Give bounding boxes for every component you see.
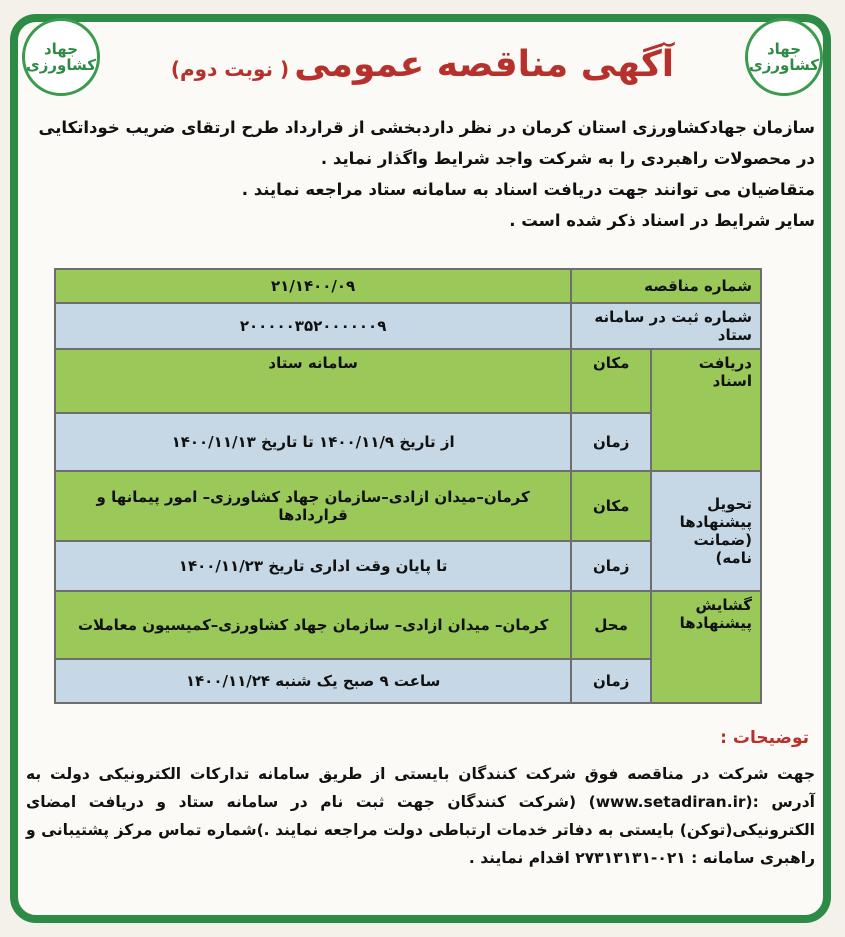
jahad-logo-right — [745, 18, 823, 96]
opening-place-value: کرمان– میدان ازادی– سازمان جهاد کشاورزی–کمیسیون معاملات — [55, 591, 571, 659]
docs-time-value: از تاریخ ۱۴۰۰/۱۱/۹ تا تاریخ ۱۴۰۰/۱۱/۱۳ — [55, 413, 571, 471]
delivery-time-value: تا پایان وقت اداری تاریخ ۱۴۰۰/۱۱/۲۳ — [55, 541, 571, 591]
table-row — [55, 269, 761, 303]
logo-text-left: جهاد کشاورزی — [26, 39, 96, 74]
table-row — [55, 349, 761, 413]
intro-line-3: سایر شرایط در اسناد ذکر شده است . — [509, 211, 815, 230]
page-title — [120, 44, 725, 85]
table-row — [55, 303, 761, 349]
tender-no-value: ۲۱/۱۴۰۰/۰۹ — [55, 269, 571, 303]
jahad-logo-left — [22, 18, 100, 96]
delivery-place-value: کرمان–میدان ازادی–سازمان جهاد کشاورزی– امور پیمانها و قراردادها — [55, 471, 571, 541]
tender-no-label: شماره مناقصه — [571, 269, 761, 303]
docs-label: دریافت اسناد — [651, 349, 761, 471]
table-row — [55, 591, 761, 659]
docs-place-value: سامانه ستاد — [55, 349, 571, 413]
notes-text: جهت شرکت در مناقصه فوق شرکت کنندگان بایستی از طریق سامانه تدارکات الکترونیکی دولت به آدرس :(www.setadiran.ir) (شرکت کنندگان جهت ثبت نام در سامانه ستاد و دریافت امضای الکترونیکی(توکن) بایستی به دفاتر خدمات ارتباطی دولت مراجعه نمایند .)شماره تماس مرکز پشتیبانی و راهبری سامانه : ۰۲۱-۲۷۳۱۳۱۳۱ اقدام نمایند . — [26, 765, 815, 867]
opening-time-label: زمان — [571, 659, 651, 703]
opening-time-value: ساعت ۹ صبح یک شنبه ۱۴۰۰/۱۱/۲۴ — [55, 659, 571, 703]
notes-title: توضیحات : — [720, 728, 809, 748]
docs-place-label: مکان — [571, 349, 651, 413]
delivery-place-label: مکان — [571, 471, 651, 541]
opening-label: گشایش پیشنهادها — [651, 591, 761, 703]
delivery-label: تحویل پیشنهادها (ضمانت نامه) — [651, 471, 761, 591]
table-row — [55, 471, 761, 541]
setad-no-label: شماره ثبت در سامانه ستاد — [571, 303, 761, 349]
tender-table — [54, 268, 762, 704]
intro-line-1: سازمان جهادکشاورزی استان کرمان در نظر داردبخشی از قرارداد طرح ارتقای ضریب خوداتکایی در محصولات راهبردی را به شرکت واجد شرایط واگذار نماید . — [38, 118, 815, 168]
docs-time-label: زمان — [571, 413, 651, 471]
title-subtitle: ( نوبت دوم) — [170, 57, 290, 81]
intro-line-2: متقاضیان می توانند جهت دریافت اسناد به سامانه ستاد مراجعه نمایند . — [241, 180, 815, 199]
title-main: آگهی مناقصه عمومی — [294, 44, 675, 85]
setad-no-value: ۲۰۰۰۰۰۳۵۲۰۰۰۰۰۰۹ — [55, 303, 571, 349]
logo-text-right: جهاد کشاورزی — [749, 39, 819, 74]
delivery-time-label: زمان — [571, 541, 651, 591]
opening-place-label: محل — [571, 591, 651, 659]
intro-text — [26, 112, 815, 236]
